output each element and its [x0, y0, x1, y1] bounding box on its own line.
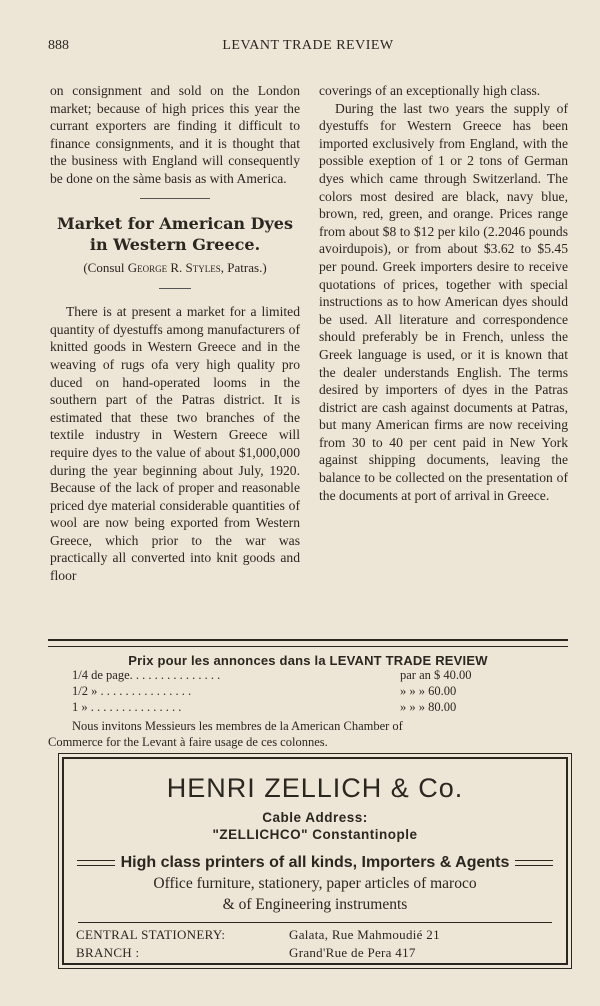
section-divider [140, 198, 210, 199]
tagline-text: High class printers of all kinds, Importers & Agents [120, 854, 510, 871]
rate-size: 1/4 de page. . . . . . . . . . . . . . . [72, 668, 221, 682]
ad-divider [78, 922, 552, 923]
tagline [64, 854, 566, 872]
byline-author: George R. Styles [127, 259, 221, 275]
byline [50, 259, 300, 277]
page-header [48, 38, 568, 58]
branch-value: Grand'Rue de Pera 417 [289, 945, 416, 960]
rate-row [48, 668, 568, 684]
title-divider [159, 288, 191, 289]
branch-label: BRANCH : [76, 945, 140, 960]
continued-paragraph: coverings of an exceptionally high class. [319, 83, 541, 98]
right-column [319, 82, 568, 504]
rate-price: » » » 80.00 [400, 700, 457, 714]
rate-size: 1 » . . . . . . . . . . . . . . . [72, 700, 182, 714]
ornament-rule-left [77, 860, 115, 866]
central-value: Galata, Rue Mahmoudié 21 [289, 927, 440, 942]
article-title-line-2: in Western Greece. [89, 234, 261, 254]
zellich-advertisement [62, 757, 568, 965]
branch-address [64, 945, 566, 963]
ad-line-office: Office furniture, stationery, paper articles of maroco [153, 875, 477, 892]
central-label: CENTRAL STATIONERY: [76, 927, 226, 942]
invitation-text [48, 718, 568, 750]
page-number: 888 [48, 38, 69, 53]
invitation-line-2: Commerce for the Levant à faire usage de ces colonnes. [48, 735, 328, 749]
byline-suffix: , Patras.) [220, 259, 267, 275]
double-rule [48, 639, 568, 647]
rate-row [48, 684, 568, 700]
invitation-line-1: Nous invitons Messieurs les membres de la American Chamber of [72, 719, 403, 733]
central-address [64, 927, 566, 945]
article-paragraph: During the last two years the supply of dyestuffs for Western Greece has been imported exclusively from England, with the possible exeption of 1 or 2 tons of German dyes which came through Switzerland. The colors most desired are black, navy blue, brown, red, green, and orange. Prices range from about $8 to $12 per kilo (2.2046 pounds avoirdupois), or from about $3.62 to $5.45 per pound. Greek importers desire to receive quotations of prices, together with special instructions as to how American dyes should be used. All literature and correspondence should preferably be in French, unless the Greek language is used, or it is known that the dealer understands English. The terms desired by importers of dyes in the Patras district are cash against documents at Patras, but many American firms are now receiving from 30 to 40 per cent paid in New York against shipping documents, leaving the balance to be collected on the presentation of the documents at port of arrival in Greece. [319, 100, 568, 503]
article-title [50, 213, 300, 255]
rate-size: 1/2 » . . . . . . . . . . . . . . . [72, 684, 192, 698]
cable-label: Cable Address: [262, 810, 368, 825]
rate-row [48, 700, 568, 716]
article-title-line-1: Market for American Dyes [57, 213, 293, 233]
ornament-rule-right [515, 860, 553, 866]
article-paragraph: There is at present a market for a limited quantity of dyestuffs among manufacturers of knitted goods in Western Greece and in the weaving of rugs ofa very high quality pro duced on hand-operated looms in the southern part of the Patras district. It is estimated that these two branches of the textile industry in Western Greece will require dyes to the value of about $1,000,000 during the year beginning about July, 1920. Because of the lack of proper and reasonable priced dye material considerable quantities of wool are now being exported from Western Greece, which prior to the war was practically all converted into knit goods and floor [50, 304, 300, 584]
company-name: HENRI ZELLICH & Co. [166, 773, 464, 803]
rate-price: » » » 60.00 [400, 684, 457, 698]
cable-address: "ZELLICHCO" Constantinople [212, 827, 418, 842]
running-title: LEVANT TRADE REVIEW [222, 38, 394, 53]
left-column [50, 82, 300, 585]
rates-heading: Prix pour les annonces dans la LEVANT TRADE REVIEW [128, 653, 488, 668]
ad-line-engineering: & of Engineering instruments [222, 896, 408, 913]
continued-paragraph: on consignment and sold on the London market; because of high prices this year the currant exporters are finding it difficult to finance consignments, and it is thought that the business with England will consequently be done on the sàme basis as with America. [50, 83, 300, 186]
rate-price: par an $ 40.00 [400, 668, 472, 682]
advertising-rates [48, 639, 568, 750]
byline-prefix: (Consul [83, 259, 128, 275]
